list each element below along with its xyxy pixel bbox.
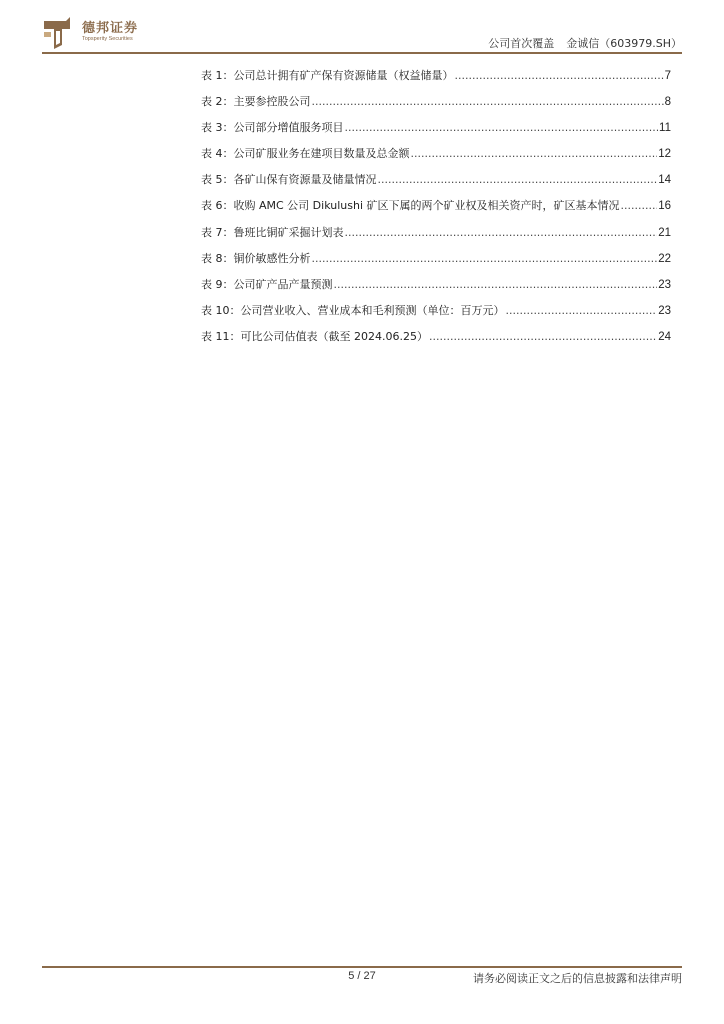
toc-entry-label: 表 8：铜价敏感性分析 [201,251,311,265]
toc-dot-leader [506,302,658,320]
toc-entry-label: 表 2：主要参控股公司 [201,95,311,109]
toc-entry[interactable] [201,171,671,197]
toc-dot-leader [334,276,658,294]
toc-entry-label: 表 10：公司营业收入、营业成本和毛利预测（单位：百万元） [201,303,505,317]
logo-name-cn: 德邦证券 [82,21,139,36]
toc-dot-leader [621,197,658,215]
toc-entry[interactable] [201,119,671,145]
toc-dot-leader [455,67,664,85]
toc-entry[interactable] [201,250,671,276]
toc-entry-page: 7 [664,70,671,82]
toc-entry[interactable] [201,328,671,354]
toc-dot-leader [429,328,657,346]
toc-entry-label: 表 7：鲁班比铜矿采掘计划表 [201,225,344,239]
toc-entry-page: 23 [658,304,671,317]
toc-entry-label: 表 3：公司部分增值服务项目 [201,121,344,135]
toc-entry[interactable] [201,145,671,171]
report-header-info [488,35,682,51]
toc-entry-page: 14 [658,174,671,187]
toc-dot-leader [411,145,658,163]
toc-entry-page: 11 [659,122,671,135]
toc-entry-label: 表 5：各矿山保有资源量及储量情况 [201,173,377,187]
header-divider [42,52,682,54]
toc-entry-page: 22 [658,252,671,265]
toc-entry[interactable] [201,93,671,119]
toc-entry-label: 表 9：公司矿产品产量预测 [201,277,333,291]
toc-entry-page: 8 [664,96,671,109]
footer-divider [42,966,682,968]
toc-entry[interactable] [201,197,671,223]
toc-entry[interactable] [201,276,671,302]
toc-entry-page: 24 [658,330,671,343]
toc-entry[interactable] [201,67,671,93]
toc-entry-page: 16 [658,200,671,213]
toc-entry-page: 21 [658,226,671,239]
toc-dot-leader [378,171,658,189]
table-of-tables [201,67,671,354]
brand-logo [40,15,180,51]
toc-entry[interactable] [201,224,671,250]
disclaimer-text: 请务必阅读正文之后的信息披露和法律声明 [473,972,682,985]
toc-entry-label: 表 4：公司矿服业务在建项目数量及总金额 [201,147,410,161]
toc-entry-label: 表 6：收购 AMC 公司 Dikulushi 矿区下属的两个矿业权及相关资产时，矿区基本情况 [201,199,620,213]
toc-dot-leader [312,250,658,268]
toc-dot-leader [312,93,664,111]
toc-dot-leader [345,224,658,242]
toc-entry-page: 23 [658,278,671,291]
company-ticker: 金诚信（603979.SH） [566,37,682,50]
toc-entry[interactable] [201,302,671,328]
toc-entry-page: 12 [658,148,671,161]
logo-name-en: Topsperity Securities [82,36,133,42]
page-indicator: 5 / 27 [348,970,376,982]
toc-dot-leader [345,119,659,137]
report-type: 公司首次覆盖 [488,37,555,50]
toc-entry-label: 表 11：可比公司估值表（截至 2024.06.25） [201,329,428,343]
toc-entry-label: 表 1：公司总计拥有矿产保有资源储量（权益储量） [201,69,454,82]
topsperity-logo-icon [40,15,74,49]
